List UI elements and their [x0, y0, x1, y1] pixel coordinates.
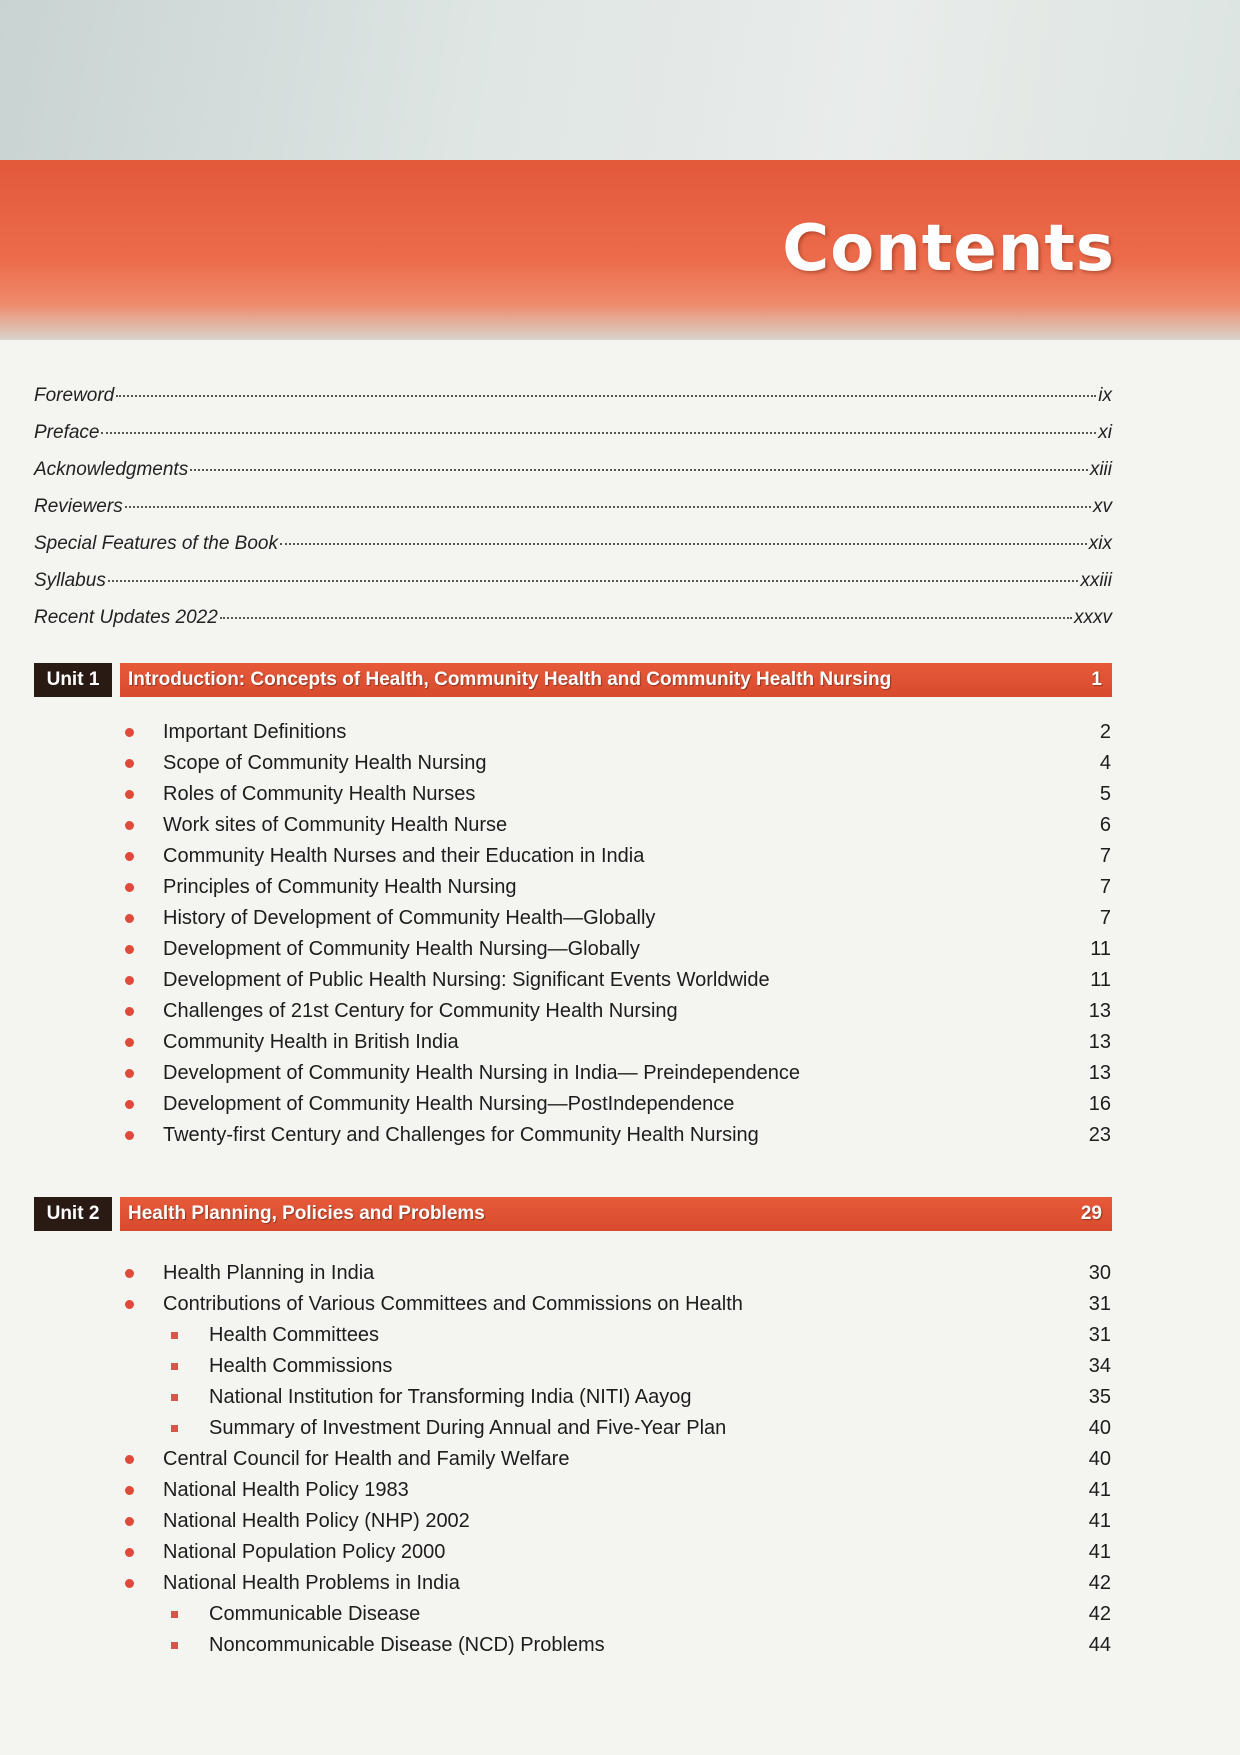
toc-entry[interactable]: [125, 810, 1115, 841]
round-bullet-icon: [125, 1069, 134, 1078]
toc-entry[interactable]: [125, 1475, 1115, 1506]
round-bullet-icon: [125, 790, 134, 799]
square-bullet-icon: [171, 1363, 178, 1370]
entry-title: National Institution for Transforming India (NITI) Aayog: [209, 1386, 692, 1408]
unit-title: Introduction: Concepts of Health, Community Health and Community Health Nursing: [120, 663, 1091, 697]
toc-entry[interactable]: [125, 965, 1115, 996]
toc-entry[interactable]: [125, 779, 1115, 810]
entry-page: 7: [1099, 845, 1111, 867]
toc-entry[interactable]: [125, 934, 1115, 965]
entry-title: Development of Community Health Nursing in India— Preindependence: [163, 1062, 801, 1084]
toc-subentry[interactable]: [125, 1351, 1115, 1382]
toc-entry[interactable]: [125, 748, 1115, 779]
toc-subentry[interactable]: [125, 1630, 1115, 1661]
entry-page: 42: [1088, 1603, 1111, 1625]
entry-page: 35: [1088, 1386, 1111, 1408]
toc-entry[interactable]: [125, 1058, 1115, 1089]
round-bullet-icon: [125, 1269, 134, 1278]
unit-1-entries: [125, 717, 1115, 1151]
front-matter-item[interactable]: Syllabus xxiii: [34, 570, 1112, 591]
entry-page: 7: [1099, 876, 1111, 898]
square-bullet-icon: [171, 1642, 178, 1649]
round-bullet-icon: [125, 945, 134, 954]
toc-entry[interactable]: [125, 903, 1115, 934]
entry-page: 41: [1088, 1479, 1111, 1501]
entry-title: Noncommunicable Disease (NCD) Problems: [209, 1634, 605, 1656]
entry-title: Work sites of Community Health Nurse: [163, 814, 508, 836]
entry-title: Challenges of 21st Century for Community Health Nursing: [163, 1000, 678, 1022]
toc-entry[interactable]: [125, 1444, 1115, 1475]
entry-title: National Health Policy 1983: [163, 1479, 409, 1501]
entry-page: 7: [1099, 907, 1111, 929]
entry-title: National Health Policy (NHP) 2002: [163, 1510, 470, 1532]
entry-title: National Population Policy 2000: [163, 1541, 446, 1563]
front-matter-item[interactable]: Preface xi: [34, 422, 1112, 443]
entry-page: 23: [1088, 1124, 1111, 1146]
entry-title: Community Health in British India: [163, 1031, 459, 1053]
entry-title: Health Committees: [209, 1324, 380, 1346]
toc-entry[interactable]: [125, 1289, 1115, 1320]
round-bullet-icon: [125, 1486, 134, 1495]
round-bullet-icon: [125, 1517, 134, 1526]
entry-title: National Health Problems in India: [163, 1572, 460, 1594]
round-bullet-icon: [125, 883, 134, 892]
unit-1-header[interactable]: [34, 663, 1112, 697]
entry-page: 40: [1088, 1448, 1111, 1470]
entry-title: Twenty-first Century and Challenges for Community Health Nursing: [163, 1124, 759, 1146]
square-bullet-icon: [171, 1425, 178, 1432]
front-matter-list: [34, 385, 1112, 644]
round-bullet-icon: [125, 1579, 134, 1588]
entry-page: 41: [1088, 1510, 1111, 1532]
entry-title: Summary of Investment During Annual and Five-Year Plan: [209, 1417, 727, 1439]
round-bullet-icon: [125, 1455, 134, 1464]
title-banner: [0, 160, 1240, 340]
toc-entry[interactable]: [125, 1120, 1115, 1151]
header-background: [0, 0, 1240, 170]
entry-page: 2: [1099, 721, 1111, 743]
entry-page: 41: [1088, 1541, 1111, 1563]
square-bullet-icon: [171, 1611, 178, 1618]
toc-entry[interactable]: [125, 1568, 1115, 1599]
unit-number: Unit 2: [34, 1197, 112, 1231]
toc-subentry[interactable]: [125, 1320, 1115, 1351]
front-matter-item[interactable]: Recent Updates 2022 xxxv: [34, 607, 1112, 628]
entry-title: Roles of Community Health Nurses: [163, 783, 476, 805]
entry-page: 13: [1088, 1031, 1111, 1053]
round-bullet-icon: [125, 1300, 134, 1309]
entry-title: Development of Public Health Nursing: Significant Events Worldwide: [163, 969, 770, 991]
front-matter-item[interactable]: Reviewers xv: [34, 496, 1112, 517]
entry-page: 11: [1090, 938, 1111, 960]
entry-page: 6: [1099, 814, 1111, 836]
round-bullet-icon: [125, 1131, 134, 1140]
toc-entry[interactable]: [125, 717, 1115, 748]
entry-page: 44: [1088, 1634, 1111, 1656]
round-bullet-icon: [125, 1100, 134, 1109]
round-bullet-icon: [125, 1007, 134, 1016]
entry-title: Scope of Community Health Nursing: [163, 752, 487, 774]
toc-subentry[interactable]: [125, 1413, 1115, 1444]
entry-page: 30: [1088, 1262, 1111, 1284]
toc-entry[interactable]: [125, 1258, 1115, 1289]
toc-subentry[interactable]: [125, 1382, 1115, 1413]
front-matter-item[interactable]: Special Features of the Book xix: [34, 533, 1112, 554]
round-bullet-icon: [125, 821, 134, 830]
unit-title: Health Planning, Policies and Problems: [120, 1197, 1081, 1231]
round-bullet-icon: [125, 728, 134, 737]
entry-page: 5: [1099, 783, 1111, 805]
unit-2-header[interactable]: [34, 1197, 1112, 1231]
round-bullet-icon: [125, 1548, 134, 1557]
toc-entry[interactable]: [125, 1089, 1115, 1120]
front-matter-item[interactable]: Acknowledgments xiii: [34, 459, 1112, 480]
entry-title: Communicable Disease: [209, 1603, 421, 1625]
entry-page: 4: [1099, 752, 1111, 774]
square-bullet-icon: [171, 1394, 178, 1401]
entry-title: History of Development of Community Health—Globally: [163, 907, 656, 929]
entry-page: 31: [1088, 1293, 1111, 1315]
entry-title: Development of Community Health Nursing—Globally: [163, 938, 640, 960]
front-matter-item[interactable]: Foreword ix: [34, 385, 1112, 406]
round-bullet-icon: [125, 976, 134, 985]
page-title: Contents: [782, 212, 1115, 286]
unit-number: Unit 1: [34, 663, 112, 697]
toc-entry[interactable]: [125, 1506, 1115, 1537]
entry-page: 16: [1088, 1093, 1111, 1115]
entry-title: Health Commissions: [209, 1355, 393, 1377]
toc-entry[interactable]: [125, 1027, 1115, 1058]
square-bullet-icon: [171, 1332, 178, 1339]
entry-page: 11: [1090, 969, 1111, 991]
toc-entry[interactable]: [125, 1537, 1115, 1568]
entry-page: 13: [1088, 1062, 1111, 1084]
entry-page: 42: [1088, 1572, 1111, 1594]
entry-page: 34: [1088, 1355, 1111, 1377]
toc-entry[interactable]: [125, 841, 1115, 872]
unit-page: 1: [1091, 663, 1112, 697]
toc-entry[interactable]: [125, 996, 1115, 1027]
toc-entry[interactable]: [125, 872, 1115, 903]
entry-title: Community Health Nurses and their Education in India: [163, 845, 645, 867]
round-bullet-icon: [125, 852, 134, 861]
unit-page: 29: [1081, 1197, 1112, 1231]
round-bullet-icon: [125, 914, 134, 923]
toc-subentry[interactable]: [125, 1599, 1115, 1630]
entry-title: Important Definitions: [163, 721, 347, 743]
entry-page: 13: [1088, 1000, 1111, 1022]
round-bullet-icon: [125, 1038, 134, 1047]
entry-title: Central Council for Health and Family Welfare: [163, 1448, 570, 1470]
entry-page: 40: [1088, 1417, 1111, 1439]
entry-title: Contributions of Various Committees and Commissions on Health: [163, 1293, 743, 1315]
round-bullet-icon: [125, 759, 134, 768]
entry-title: Principles of Community Health Nursing: [163, 876, 517, 898]
unit-2-entries: [125, 1258, 1115, 1661]
entry-page: 31: [1088, 1324, 1111, 1346]
entry-title: Development of Community Health Nursing—PostIndependence: [163, 1093, 735, 1115]
entry-title: Health Planning in India: [163, 1262, 375, 1284]
